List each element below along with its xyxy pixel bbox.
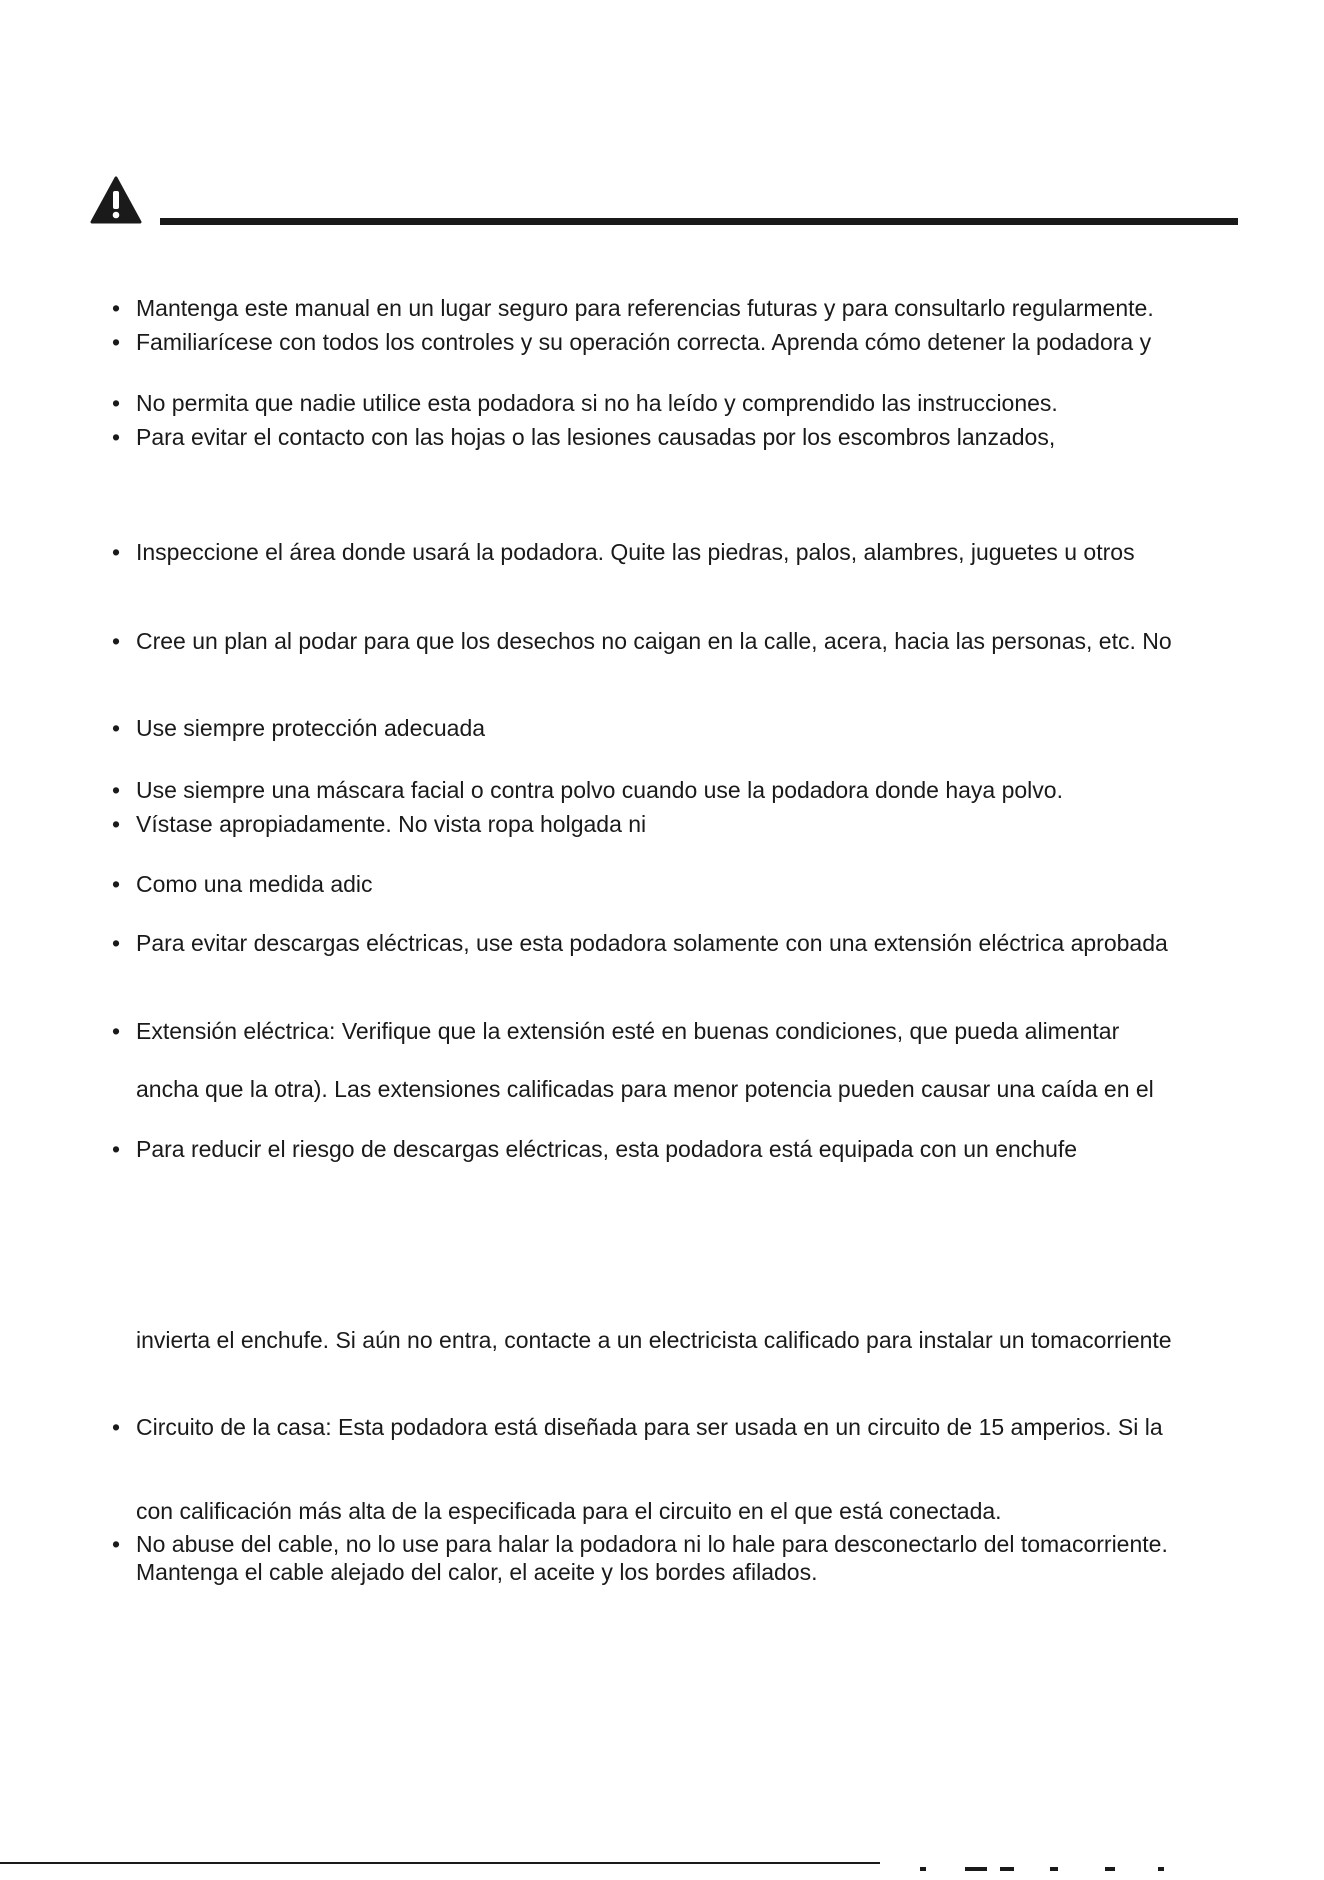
bullet-glyph: • <box>111 1018 121 1044</box>
footer-partial-marks <box>920 1862 1170 1870</box>
footer-rule <box>0 1862 880 1864</box>
list-item-text: Circuito de la casa: Esta podadora está diseñada para ser usada en un circuito de 15 amperios. Si la <box>136 1414 1163 1440</box>
list-item-text: ancha que la otra). Las extensiones calificadas para menor potencia pueden causar una caída en el <box>136 1076 1154 1102</box>
bullet-glyph: • <box>111 295 121 321</box>
bullet-glyph: • <box>111 1414 121 1440</box>
bullet-glyph: • <box>111 1531 121 1557</box>
list-item-text: Inspeccione el área donde usará la podadora. Quite las piedras, palos, alambres, juguetes u otros <box>136 539 1135 565</box>
list-item-text: Extensión eléctrica: Verifique que la extensión esté en buenas condiciones, que pueda alimentar <box>136 1018 1120 1044</box>
list-item-text: Mantenga el cable alejado del calor, el aceite y los bordes afilados. <box>136 1559 818 1585</box>
list-item-text: invierta el enchufe. Si aún no entra, contacte a un electricista calificado para instalar un tomacorriente <box>136 1327 1172 1353</box>
header-rule <box>160 218 1238 225</box>
bullet-glyph: • <box>111 539 121 565</box>
list-item-text: Como una medida adic <box>136 871 373 897</box>
list-item-text: Mantenga este manual en un lugar seguro para referencias futuras y para consultarlo regularmente. <box>136 295 1154 321</box>
list-item-text: Use siempre protección adecuada <box>136 715 486 741</box>
list-item-text: Cree un plan al podar para que los desechos no caigan en la calle, acera, hacia las personas, etc. No <box>136 628 1172 654</box>
list-item-text: Familiarícese con todos los controles y su operación correcta. Aprenda cómo detener la podadora y <box>136 329 1152 355</box>
bullet-glyph: • <box>111 424 121 450</box>
warning-triangle-icon <box>90 176 142 224</box>
bullet-glyph: • <box>111 871 121 897</box>
list-item-text: Use siempre una máscara facial o contra polvo cuando use la podadora donde haya polvo. <box>136 777 1063 803</box>
list-item-text: No abuse del cable, no lo use para halar la podadora ni lo hale para desconectarlo del tomacorriente. <box>136 1531 1168 1557</box>
list-item-text: Para reducir el riesgo de descargas eléctricas, esta podadora está equipada con un enchufe <box>136 1136 1078 1162</box>
bullet-glyph: • <box>111 628 121 654</box>
list-item-text: No permita que nadie utilice esta podadora si no ha leído y comprendido las instrucciones. <box>136 390 1058 416</box>
bullet-glyph: • <box>111 390 121 416</box>
list-item-text: Para evitar descargas eléctricas, use esta podadora solamente con una extensión eléctrica aprobada <box>136 930 1168 956</box>
list-item-text: Para evitar el contacto con las hojas o las lesiones causadas por los escombros lanzados, <box>136 424 1056 450</box>
bullet-glyph: • <box>111 930 121 956</box>
bullet-glyph: • <box>111 715 121 741</box>
list-item-text: con calificación más alta de la especificada para el circuito en el que está conectada. <box>136 1498 1002 1524</box>
list-item-text: Vístase apropiadamente. No vista ropa holgada ni <box>136 811 647 837</box>
bullet-glyph: • <box>111 777 121 803</box>
bullet-glyph: • <box>111 811 121 837</box>
bullet-glyph: • <box>111 1136 121 1162</box>
bullet-glyph: • <box>111 329 121 355</box>
